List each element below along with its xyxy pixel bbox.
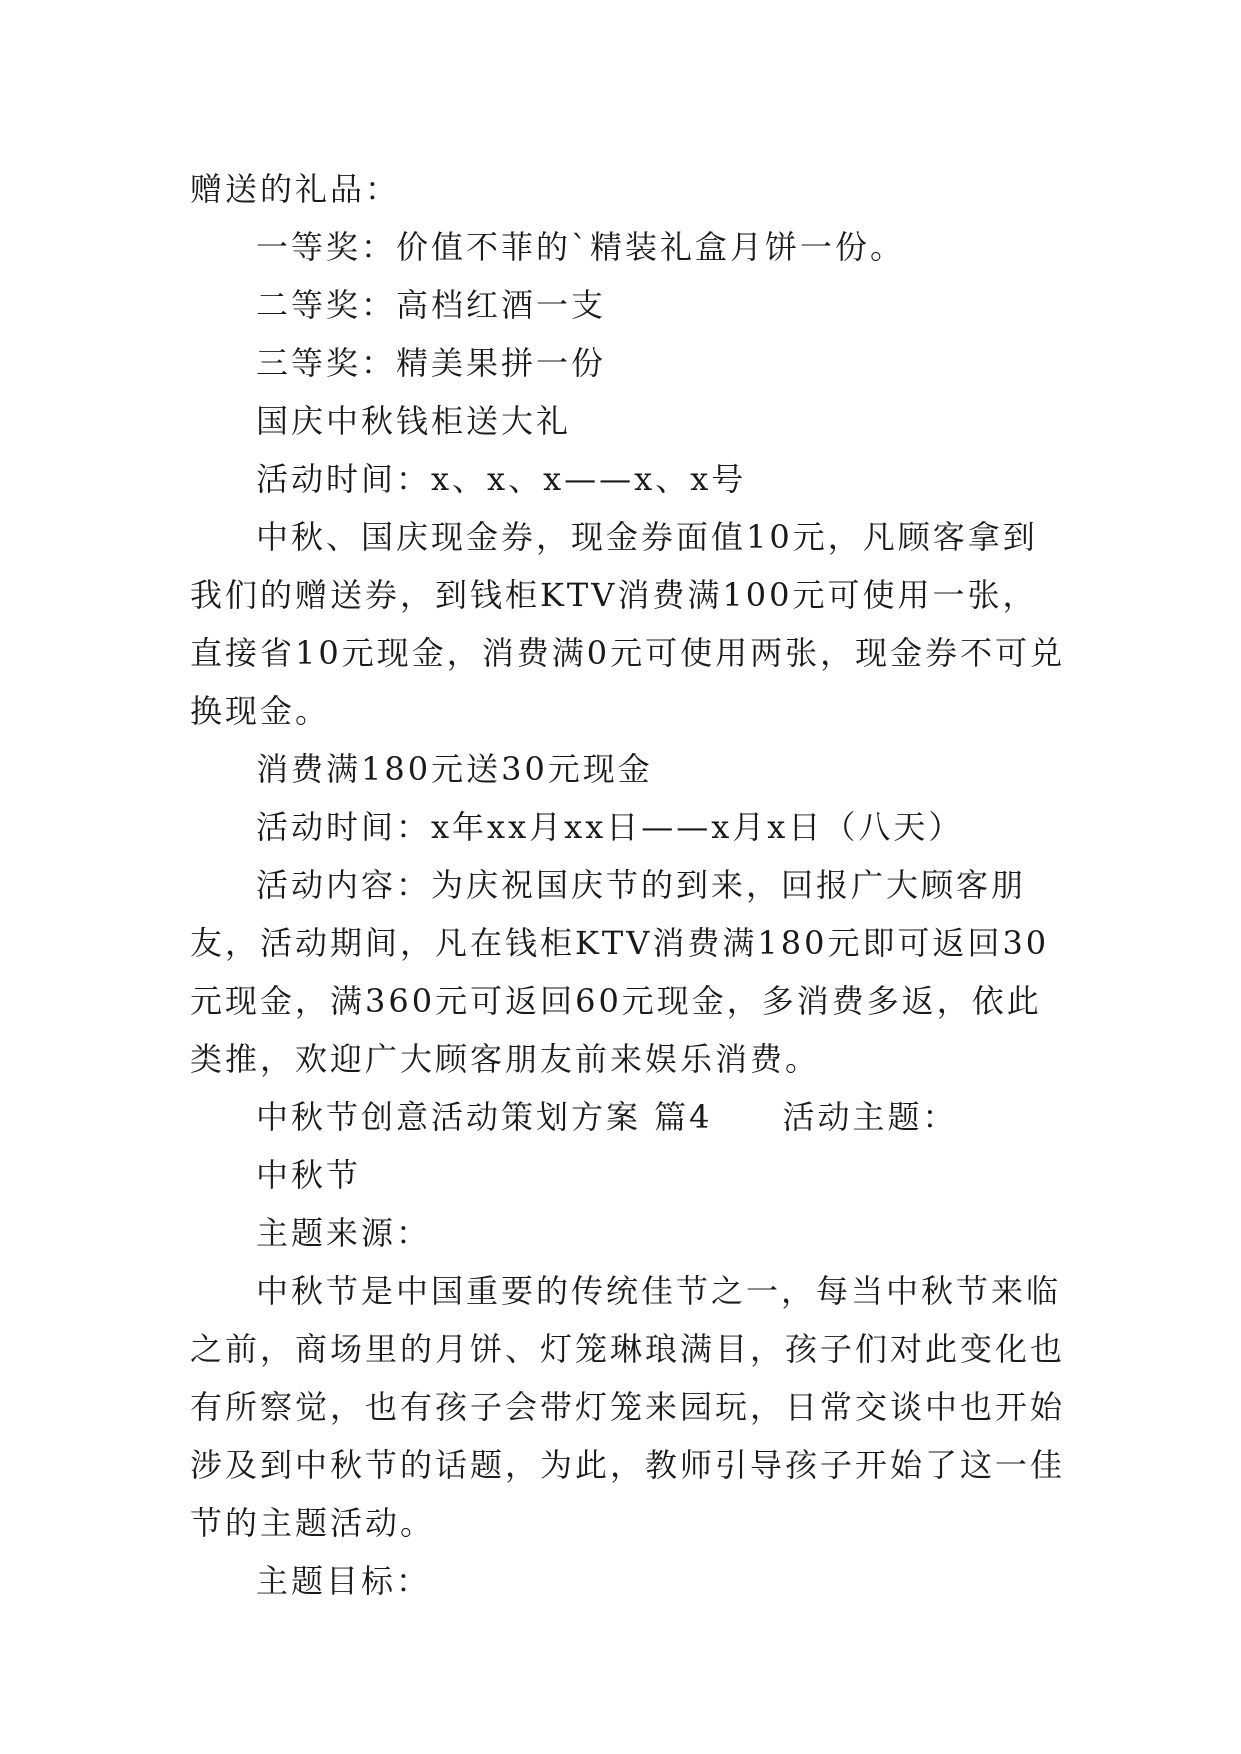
paragraph-theme-source: 中秋节是中国重要的传统佳节之一，每当中秋节来临之前，商场里的月饼、灯笼琳琅满目，孩子们对此变化也有所察觉，也有孩子会带灯笼来园玩，日常交谈中也开始涉及到中秋节的话题，为此，教师引导孩子开始了这一佳节的主题活动。 [190, 1272, 1066, 1542]
paragraph-gifts-heading: 赠送的礼品： [190, 170, 401, 208]
paragraph-third-prize: 三等奖：精美果拼一份 [256, 344, 607, 382]
section-heading-subtitle: 活动主题： [782, 1098, 958, 1136]
paragraph-cashback-title: 消费满180元送30元现金 [256, 750, 653, 788]
paragraph-event-content: 活动内容：为庆祝国庆节的到来，回报广大顾客朋友，活动期间，凡在钱柜KTV消费满180元即可返回30元现金，满360元可返回60元现金，多消费多返，依此类推，欢迎广大顾客朋友前来娱乐消费。 [190, 866, 1050, 1078]
section-heading-title: 中秋节创意活动策划方案 篇4 [256, 1098, 713, 1136]
paragraph-event-time-2: 活动时间：x年xx月xx日——x月x日（八天） [256, 808, 964, 846]
paragraph-theme: 中秋节 [256, 1156, 362, 1194]
section-heading [190, 1088, 1070, 1146]
document-body [190, 160, 1070, 1610]
paragraph-event-title: 国庆中秋钱柜送大礼 [256, 402, 572, 440]
paragraph-voucher-details: 中秋、国庆现金券，现金券面值10元，凡顾客拿到我们的赠送券，到钱柜KTV消费满100元可使用一张，直接省10元现金，消费满0元可使用两张，现金券不可兑换现金。 [190, 518, 1066, 730]
paragraph-event-time-1: 活动时间：x、x、x——x、x号 [256, 460, 747, 498]
paragraph-first-prize: 一等奖：价值不菲的`精装礼盒月饼一份。 [256, 228, 906, 266]
paragraph-second-prize: 二等奖：高档红酒一支 [256, 286, 607, 324]
paragraph-theme-goals-label: 主题目标： [256, 1562, 432, 1600]
paragraph-theme-source-label: 主题来源： [256, 1214, 432, 1252]
